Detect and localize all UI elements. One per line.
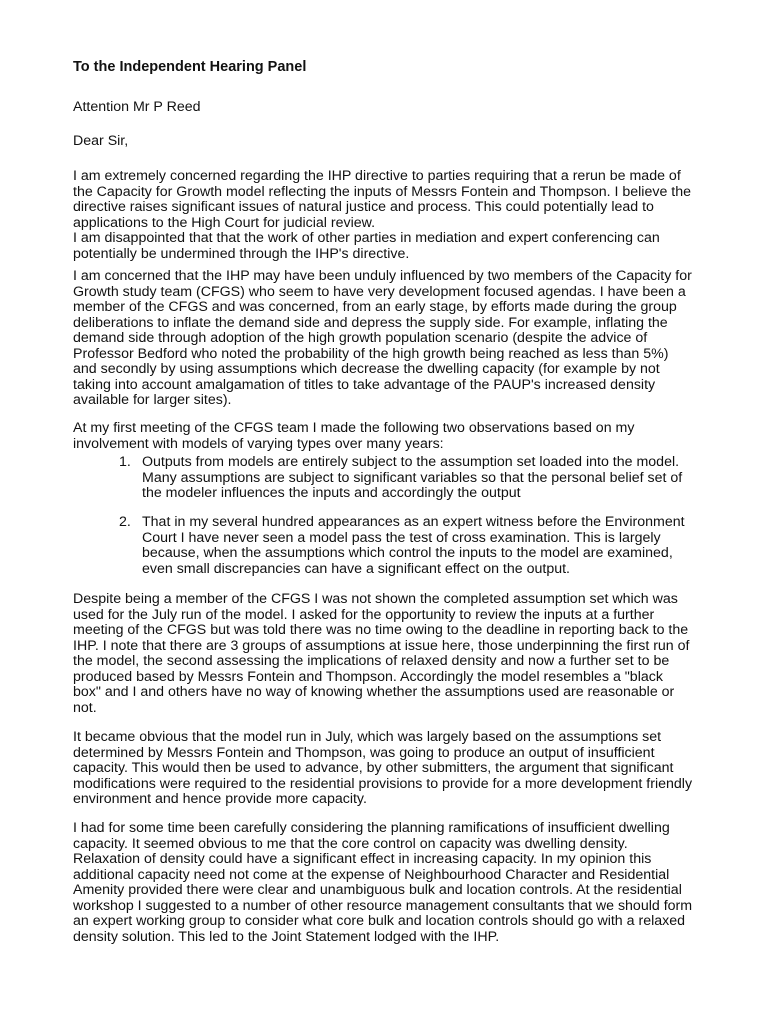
text-line: Professor Bedford who noted the probability of the high growth being reached as less than 5%): [73, 345, 669, 362]
paragraph-6: [73, 821, 733, 945]
text-line: even small discrepancies can have a significant effect on the output.: [142, 560, 570, 577]
letter-heading: To the Independent Hearing Panel: [73, 59, 307, 75]
text-line: produced based by Messrs Fontein and Thompson. Accordingly the model resembles a "black: [73, 668, 663, 685]
text-line: used for the July run of the model. I asked for the opportunity to review the inputs at a further: [73, 606, 655, 623]
text-line: taking into account amalgamation of titles to take advantage of the PAUP's increased density: [73, 376, 656, 393]
text-line: not.: [73, 699, 97, 716]
list-text: [142, 455, 682, 502]
text-line: Court I have never seen a model pass the test of cross examination. This is largely: [142, 529, 661, 546]
text-line: I am extremely concerned regarding the IHP directive to parties requiring that a rerun be made of: [73, 168, 681, 184]
text-line: At my first meeting of the CFGS team I made the following two observations based on my: [73, 420, 635, 436]
text-line: capacity. It seemed obvious to me that the core control on capacity was dwelling density.: [73, 835, 628, 852]
text-line: I am concerned that the IHP may have been unduly influenced by two members of the Capacity for: [73, 268, 692, 284]
text-line: IHP. I note that there are 3 groups of assumptions at issue here, those underpinning the first run of: [73, 637, 690, 654]
text-line: Amenity provided there were clear and unambiguous bulk and location controls. At the residential: [73, 882, 682, 898]
text-line: an expert working group to consider what core bulk and location controls should go with a relaxed: [73, 913, 685, 929]
text-line: Outputs from models are entirely subject to the assumption set loaded into the model.: [142, 454, 680, 470]
list-text: [142, 515, 685, 577]
text-line: the model, the second assessing the implications of relaxed density and now a further set to be: [73, 653, 670, 669]
text-line: demand side through adoption of the high growth population scenario (despite the advice of: [73, 330, 648, 346]
text-line: available for larger sites).: [73, 392, 232, 408]
paragraph-5: [73, 730, 733, 808]
text-line: and secondly by using assumptions which decrease the dwelling capacity (for example by not: [73, 361, 660, 377]
text-line: the Capacity for Growth model reflecting the inputs of Messrs Fontein and Thompson. I believe the: [73, 183, 692, 200]
text-line: That in my several hundred appearances as an expert witness before the Environment: [142, 514, 685, 530]
text-line: modifications were required to the residential provisions to provide for a more development friendly: [73, 775, 693, 792]
text-line: density solution. This led to the Joint Statement lodged with the IHP.: [73, 928, 500, 945]
text-line: Many assumptions are subject to significant variables so that the personal belief set of: [142, 469, 683, 486]
text-line: workshop I suggested to a number of other resource management consultants that we should form: [73, 897, 693, 914]
text-line: box" and I and others have no way of knowing whether the assumptions used are reasonable or: [73, 684, 675, 700]
text-line: meeting of the CFGS but was told there was no time owing to the deadline in reporting back to the: [73, 622, 689, 638]
text-line: Despite being a member of the CFGS I was not shown the completed assumption set which was: [73, 591, 678, 607]
salutation: Dear Sir,: [73, 133, 129, 149]
text-line: member of the CFGS and was concerned, from an early stage, by efforts made during the group: [73, 299, 677, 315]
paragraph-1: [73, 169, 733, 262]
text-line: directive raises significant issues of natural justice and process. This could potentially lead to: [73, 199, 654, 215]
text-line: capacity. This would then be used to advance, by other submitters, the argument that significant: [73, 760, 674, 776]
text-line: determined by Messrs Fontein and Thompson, was going to produce an output of insufficient: [73, 744, 655, 761]
paragraph-4: [73, 592, 733, 716]
list-number: 2.: [119, 514, 131, 530]
text-line: applications to the High Court for judicial review.: [73, 214, 376, 231]
text-line: Relaxation of density could have a significant effect in increasing capacity. In my opinion this: [73, 851, 652, 867]
text-line: additional capacity need not come at the expense of Neighbourhood Character and Residential: [73, 866, 670, 883]
text-line: I had for some time been carefully considering the planning ramifications of insufficient dwelling: [73, 820, 670, 836]
text-line: It became obvious that the model run in July, which was largely based on the assumptions set: [73, 729, 662, 745]
text-line: involvement with models of varying types over many years:: [73, 435, 444, 452]
text-line: potentially be undermined through the IHP's directive.: [73, 245, 410, 262]
text-line: because, when the assumptions which control the inputs to the model are examined,: [142, 545, 673, 561]
text-line: environment and hence provide more capacity.: [73, 791, 367, 807]
paragraph-3: [73, 421, 733, 452]
text-line: the modeler influences the inputs and accordingly the output: [142, 485, 521, 501]
paragraph-2: [73, 269, 733, 409]
text-line: Growth study team (CFGS) who seem to have very development focused agendas. I have been a: [73, 283, 686, 300]
list-number: 1.: [119, 454, 131, 470]
text-line: I am disappointed that that the work of other parties in mediation and expert conferencing can: [73, 230, 660, 246]
attention-line: Attention Mr P Reed: [73, 99, 201, 115]
text-line: deliberations to inflate the demand side and depress the supply side. For example, inflating the: [73, 314, 668, 331]
